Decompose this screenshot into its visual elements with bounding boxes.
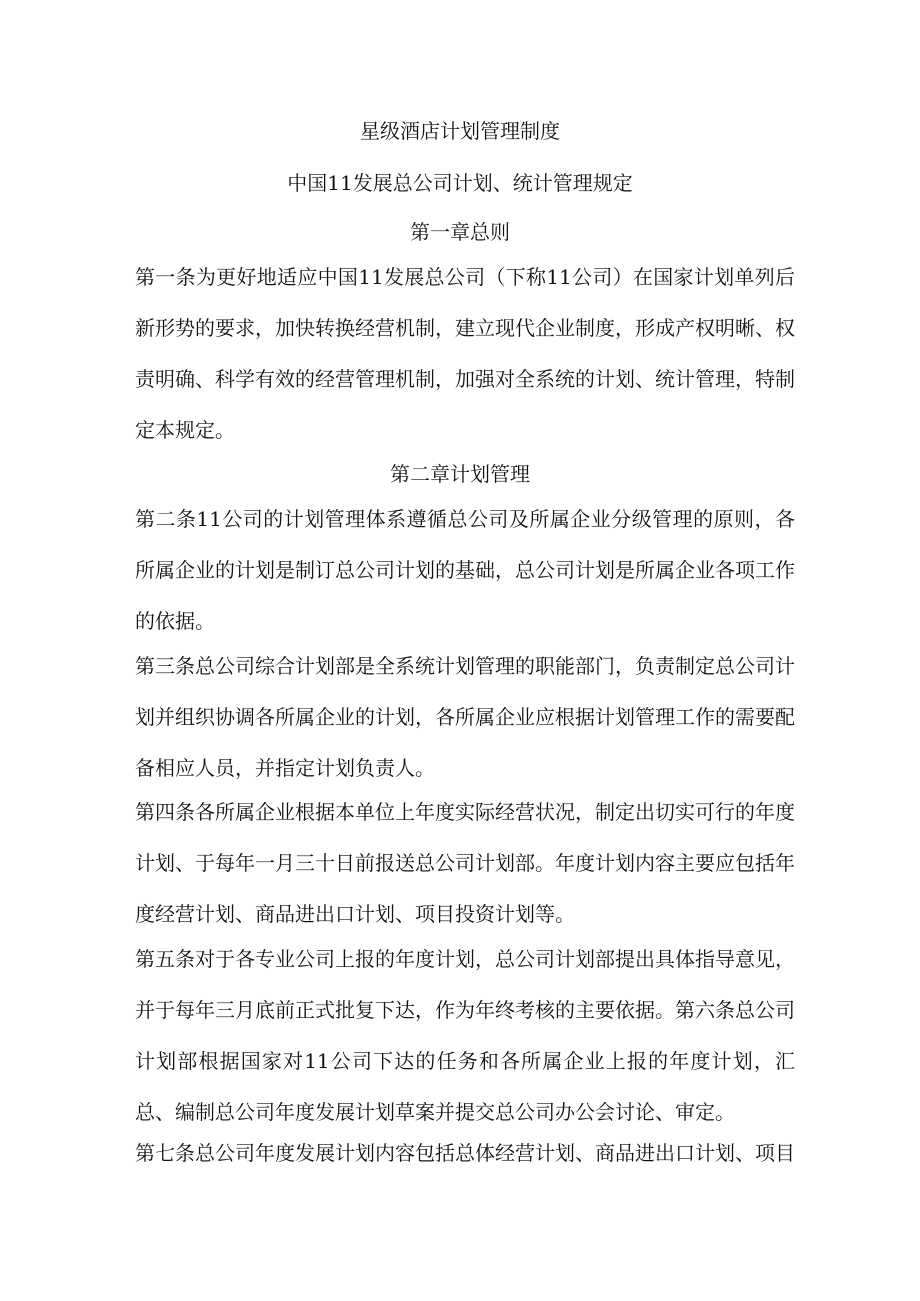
chapter-1-heading: 第一章总则 — [410, 220, 510, 244]
article-3: 第三条总公司综合计划部是全系统计划管理的职能部门，负责制定总公司计划并组织协调各所属企业的计划，各所属企业应根据计划管理工作的需要配备相应人员，并指定计划负责人。 — [135, 654, 795, 780]
article-5-6: 第五条对于各专业公司上报的年度计划，总公司计划部提出具体指导意见，并于每年三月底前正式批复下达，作为年终考核的主要依据。第六条总公司计划部根据国家对11公司下达的任务和各所属企业上报的年度计划，汇总、编制总公司年度发展计划草案并提交总公司办公会讨论、审定。 — [135, 947, 795, 1124]
document-subtitle: 中国11发展总公司计划、统计管理规定 — [287, 171, 633, 195]
article-2: 第二条11公司的计划管理体系遵循总公司及所属企业分级管理的原则，各所属企业的计划是制订总公司计划的基础，总公司计划是所属企业各项工作的依据。 — [135, 507, 795, 633]
article-7: 第七条总公司年度发展计划内容包括总体经营计划、商品进出口计划、项目 — [135, 1141, 795, 1165]
document-title: 星级酒店计划管理制度 — [360, 119, 560, 143]
chapter-2-heading: 第二章计划管理 — [390, 462, 530, 486]
article-4: 第四条各所属企业根据本单位上年度实际经营状况，制定出切实可行的年度计划、于每年一月三十日前报送总公司计划部。年度计划内容主要应包括年度经营计划、商品进出口计划、项目投资计划等。 — [135, 800, 795, 926]
article-1: 第一条为更好地适应中国11发展总公司（下称11公司）在国家计划单列后新形势的要求，加快转换经营机制，建立现代企业制度，形成产权明晰、权责明确、科学有效的经营管理机制，加强对全系统的计划、统计管理，特制定本规定。 — [135, 265, 795, 442]
